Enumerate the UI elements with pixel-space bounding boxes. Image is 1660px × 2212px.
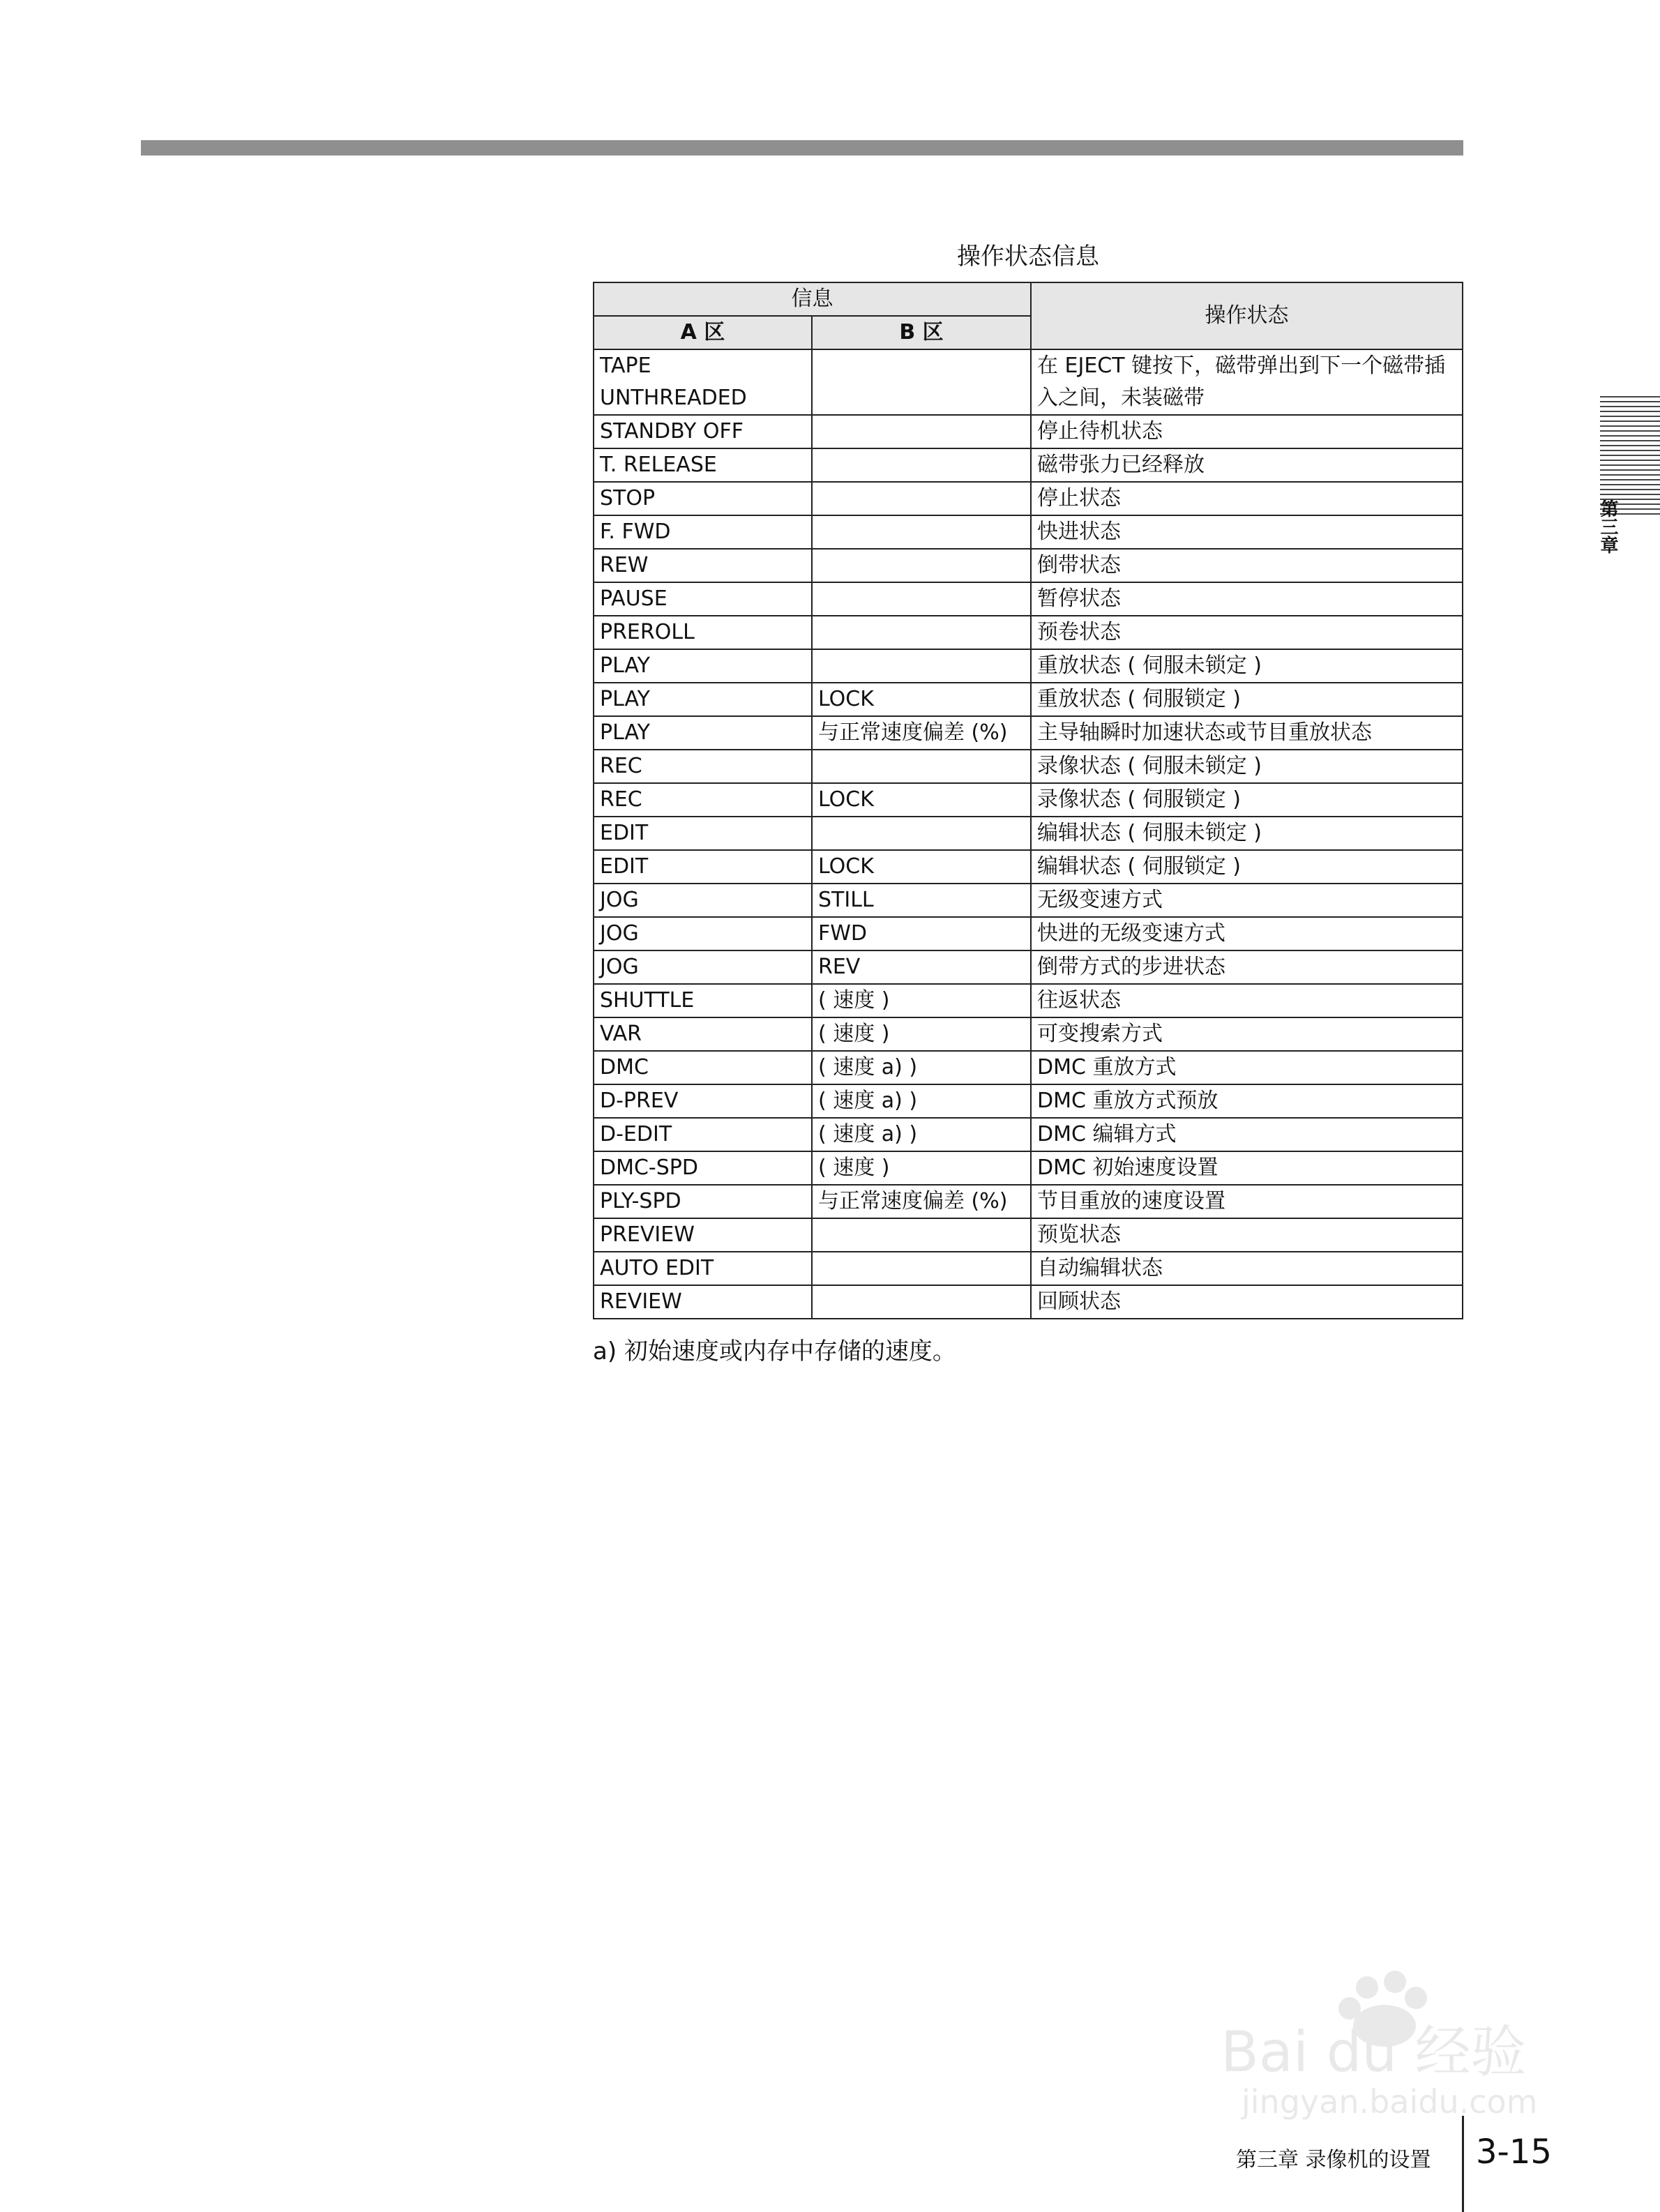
row-b-cell: 与正常速度偏差 (%) — [812, 1185, 1031, 1218]
header-info: 信息 — [594, 282, 1031, 316]
row-b-cell: ( 速度 a) ) — [812, 1051, 1031, 1084]
row-status-cell: 磁带张力已经释放 — [1031, 448, 1463, 482]
row-b-cell — [812, 1218, 1031, 1252]
row-b-cell — [812, 649, 1031, 683]
row-status-cell: 在 EJECT 键按下，磁带弹出到下一个磁带插入之间，未装磁带 — [1031, 349, 1463, 415]
row-status-cell: 录像状态 ( 伺服未锁定 ) — [1031, 750, 1463, 783]
row-b-cell — [812, 448, 1031, 482]
header-status: 操作状态 — [1031, 282, 1463, 349]
footer-chapter: 第三章 录像机的设置 — [1236, 2148, 1431, 2172]
header-a: A 区 — [594, 316, 812, 349]
row-b-cell — [812, 817, 1031, 850]
row-b-cell — [812, 349, 1031, 415]
row-status-cell: DMC 重放方式 — [1031, 1051, 1463, 1084]
row-a-cell: SHUTTLE — [594, 984, 812, 1017]
row-a-cell: TAPE UNTHREADED — [594, 349, 812, 415]
row-status-cell: 编辑状态 ( 伺服未锁定 ) — [1031, 817, 1463, 850]
row-b-cell — [812, 616, 1031, 649]
row-status-cell: 自动编辑状态 — [1031, 1252, 1463, 1285]
row-a-cell: EDIT — [594, 817, 812, 850]
table-row — [594, 482, 1463, 515]
row-status-cell: DMC 重放方式预放 — [1031, 1084, 1463, 1118]
table-row — [594, 616, 1463, 649]
row-status-cell: 倒带状态 — [1031, 549, 1463, 582]
table-row — [594, 683, 1463, 716]
table-row — [594, 1218, 1463, 1252]
table-row — [594, 884, 1463, 917]
table-row — [594, 448, 1463, 482]
row-b-cell — [812, 482, 1031, 515]
footer-divider — [1462, 2116, 1464, 2212]
row-status-cell: 节目重放的速度设置 — [1031, 1185, 1463, 1218]
table-row — [594, 716, 1463, 750]
table-row — [594, 984, 1463, 1017]
row-status-cell: 停止待机状态 — [1031, 415, 1463, 448]
row-status-cell: 快进的无级变速方式 — [1031, 917, 1463, 950]
header-b: B 区 — [812, 316, 1031, 349]
row-a-cell: D-EDIT — [594, 1118, 812, 1151]
top-rule — [141, 140, 1463, 156]
row-status-cell: 预卷状态 — [1031, 616, 1463, 649]
row-status-cell: DMC 初始速度设置 — [1031, 1151, 1463, 1185]
row-a-cell: PLAY — [594, 716, 812, 750]
table-row — [594, 515, 1463, 549]
row-a-cell: PLY-SPD — [594, 1185, 812, 1218]
footnote: a) 初始速度或内存中存储的速度。 — [593, 1338, 956, 1365]
chapter-side-label: 第三章 — [1597, 499, 1618, 554]
row-status-cell: 快进状态 — [1031, 515, 1463, 549]
row-a-cell: JOG — [594, 950, 812, 984]
row-a-cell: PREVIEW — [594, 1218, 812, 1252]
table-row — [594, 582, 1463, 616]
row-status-cell: 重放状态 ( 伺服锁定 ) — [1031, 683, 1463, 716]
row-b-cell: 与正常速度偏差 (%) — [812, 716, 1031, 750]
row-a-cell: STANDBY OFF — [594, 415, 812, 448]
row-b-cell: FWD — [812, 917, 1031, 950]
row-status-cell: 往返状态 — [1031, 984, 1463, 1017]
table-row — [594, 783, 1463, 817]
row-status-cell: 预览状态 — [1031, 1218, 1463, 1252]
row-b-cell: REV — [812, 950, 1031, 984]
table-row — [594, 649, 1463, 683]
row-b-cell — [812, 549, 1031, 582]
row-b-cell — [812, 750, 1031, 783]
row-a-cell: JOG — [594, 884, 812, 917]
row-b-cell — [812, 582, 1031, 616]
table-row — [594, 1252, 1463, 1285]
row-status-cell: 无级变速方式 — [1031, 884, 1463, 917]
row-a-cell: REC — [594, 750, 812, 783]
row-a-cell: REW — [594, 549, 812, 582]
row-b-cell: LOCK — [812, 850, 1031, 884]
table-row — [594, 1185, 1463, 1218]
row-a-cell: REVIEW — [594, 1285, 812, 1319]
row-status-cell: 重放状态 ( 伺服未锁定 ) — [1031, 649, 1463, 683]
row-b-cell: STILL — [812, 884, 1031, 917]
row-a-cell: PLAY — [594, 649, 812, 683]
watermark-url: jingyan.baidu.com — [1242, 2083, 1538, 2120]
status-table — [593, 282, 1463, 1319]
row-status-cell: 录像状态 ( 伺服锁定 ) — [1031, 783, 1463, 817]
row-status-cell: 停止状态 — [1031, 482, 1463, 515]
row-status-cell: 主导轴瞬时加速状态或节目重放状态 — [1031, 716, 1463, 750]
row-b-cell: LOCK — [812, 683, 1031, 716]
row-a-cell: JOG — [594, 917, 812, 950]
row-b-cell: ( 速度 a) ) — [812, 1118, 1031, 1151]
watermark-logo — [1179, 1967, 1569, 2120]
table-row — [594, 1051, 1463, 1084]
table-caption: 操作状态信息 — [957, 243, 1099, 271]
table-row — [594, 817, 1463, 850]
row-a-cell: DMC — [594, 1051, 812, 1084]
table-row — [594, 750, 1463, 783]
table-row — [594, 850, 1463, 884]
row-a-cell: VAR — [594, 1017, 812, 1051]
table-row — [594, 349, 1463, 415]
row-status-cell: 编辑状态 ( 伺服锁定 ) — [1031, 850, 1463, 884]
table-row — [594, 549, 1463, 582]
row-b-cell — [812, 415, 1031, 448]
table-row — [594, 1285, 1463, 1319]
row-a-cell: DMC-SPD — [594, 1151, 812, 1185]
row-a-cell: T. RELEASE — [594, 448, 812, 482]
table-row — [594, 1017, 1463, 1051]
chapter-tab — [1600, 396, 1660, 515]
table-row — [594, 917, 1463, 950]
row-a-cell: D-PREV — [594, 1084, 812, 1118]
row-a-cell: EDIT — [594, 850, 812, 884]
table-row — [594, 415, 1463, 448]
row-status-cell: DMC 编辑方式 — [1031, 1118, 1463, 1151]
row-status-cell: 可变搜索方式 — [1031, 1017, 1463, 1051]
row-status-cell: 暂停状态 — [1031, 582, 1463, 616]
table-row — [594, 950, 1463, 984]
table-row — [594, 1084, 1463, 1118]
table-row — [594, 1118, 1463, 1151]
row-a-cell: REC — [594, 783, 812, 817]
row-a-cell: PLAY — [594, 683, 812, 716]
row-a-cell: PAUSE — [594, 582, 812, 616]
row-b-cell: ( 速度 a) ) — [812, 1084, 1031, 1118]
table-row — [594, 1151, 1463, 1185]
row-a-cell: STOP — [594, 482, 812, 515]
row-b-cell — [812, 515, 1031, 549]
row-a-cell: AUTO EDIT — [594, 1252, 812, 1285]
row-a-cell: F. FWD — [594, 515, 812, 549]
row-b-cell — [812, 1252, 1031, 1285]
row-b-cell: LOCK — [812, 783, 1031, 817]
row-a-cell: PREROLL — [594, 616, 812, 649]
page-number: 3-15 — [1476, 2133, 1552, 2172]
row-b-cell: ( 速度 ) — [812, 984, 1031, 1017]
row-b-cell: ( 速度 ) — [812, 1151, 1031, 1185]
row-status-cell: 回顾状态 — [1031, 1285, 1463, 1319]
row-b-cell — [812, 1285, 1031, 1319]
watermark-text: Bai du 经验 — [1221, 2020, 1527, 2084]
row-status-cell: 倒带方式的步进状态 — [1031, 950, 1463, 984]
row-b-cell: ( 速度 ) — [812, 1017, 1031, 1051]
